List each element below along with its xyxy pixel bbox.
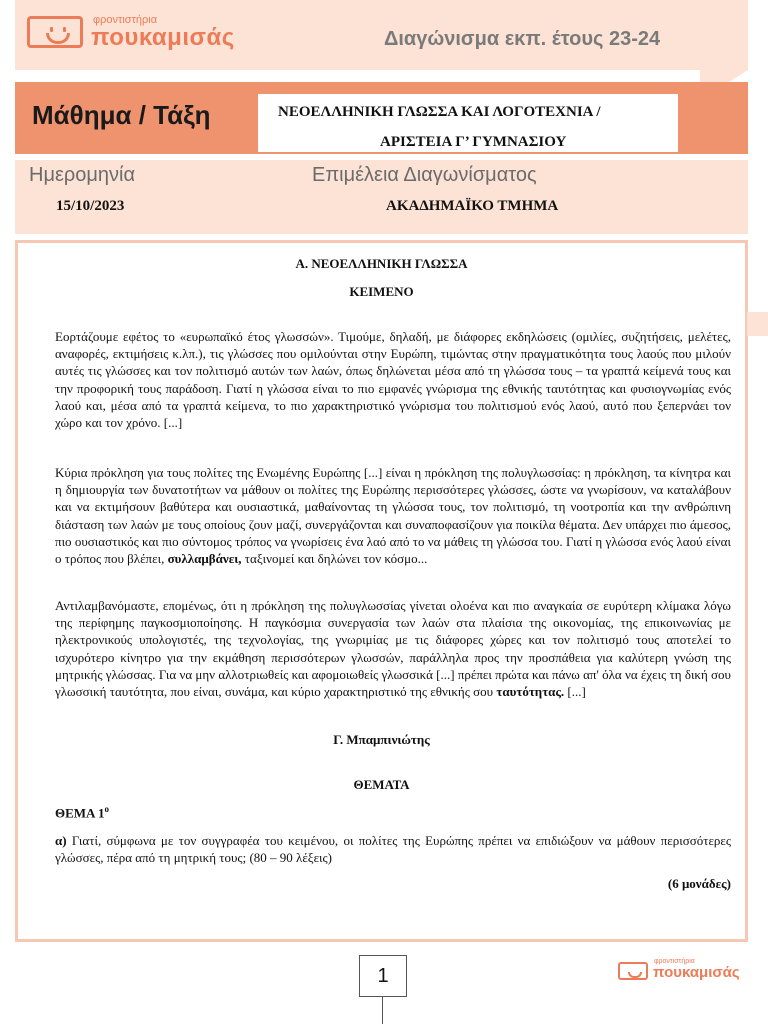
logo-brand-text: πουκαμισάς xyxy=(91,24,235,51)
subject-line-1: ΝΕΟΕΛΛΗΝΙΚΗ ΓΛΩΣΣΑ ΚΑΙ ΛΟΓΟΤΕΧΝΙΑ / xyxy=(278,104,601,120)
brand-logo xyxy=(27,14,267,54)
date-value: 15/10/2023 xyxy=(56,198,125,214)
topics-title: ΘΕΜΑΤΑ xyxy=(353,777,410,792)
editor-label: Επιμέλεια Διαγωνίσματος xyxy=(312,164,537,186)
editor-value: ΑΚΑΔΗΜΑΪΚΟ ΤΜΗΜΑ xyxy=(386,198,559,214)
date-label: Ημερομηνία xyxy=(29,164,136,186)
smiley-logo-icon xyxy=(27,16,83,48)
footer-smiley-icon xyxy=(618,962,648,980)
paragraph-2-bold: συλλαμβάνει, xyxy=(167,551,242,567)
paragraph-1: Εορτάζουμε εφέτος το «ευρωπαϊκό έτος γλωσσών». Τιμούμε, δηλαδή, με διάφορες εκδηλώσεις (ομιλίες, συζητήσεις, μελέτες, αναφορές, εκτιμήσεις κ.λπ.), τις γλώσσες που ομιλούνται στην Ευρώπη, τιμώντας στην πραγματικότητα τους λαούς που μιλούν αυτές τις γλώσσες και τον πολιτισμό αυτών των λαών, όπως δηλώνεται μέσα από τη γλώσσα τους – τα γραπτά κείμενά τους και την προφορική τους παράδοση. Γιατί η γλώσσα είναι το πιο εμφανές γνώρισμα της εθνικής ταυτότητας και φυσιογνωμίας ενός λαού και, μέσα από τα γραπτά κείμενα, το πιο χαρακτηριστικό γνώρισμα του πολιτισμού ενός λαού, αυτό που ξεπερνάει τον χώρο και τον χρόνο. [...] xyxy=(55,329,731,431)
logo-small-text: φροντιστήρια xyxy=(93,14,158,26)
text-title: ΚΕΙΜΕΝΟ xyxy=(349,284,414,299)
side-tab-decoration xyxy=(747,312,768,336)
question-marks: (6 μονάδες) xyxy=(667,876,731,891)
paragraph-3-bold: ταυτότητας. xyxy=(496,684,565,700)
exam-title: Διαγώνισμα εκπ. έτους 23-24 xyxy=(384,28,661,50)
question-a: α) Γιατί, σύμφωνα με τον συγγραφέα του κειμένου, οι πολίτες της Ευρώπης πρέπει να επιδιώξουν να μάθουν περισσότερες γλώσσες, πέρα από τη μητρική τους; (80 – 90 λέξεις) xyxy=(55,833,732,866)
footer-logo-brand-text: πουκαμισάς xyxy=(653,964,740,981)
section-title: Α. ΝΕΟΕΛΛΗΝΙΚΗ ΓΛΩΣΣΑ xyxy=(295,256,468,271)
theme-1-heading: ΘΕΜΑ $1^o$ xyxy=(55,804,109,821)
page-number: 1 xyxy=(359,955,407,997)
subject-label: Μάθημα / Τάξη xyxy=(32,100,211,130)
author-name: Γ. Μπαμπινιώτης xyxy=(333,732,430,747)
paragraph-3: Αντιλαμβανόμαστε, επομένως, ότι η πρόκληση της πολυγλωσσίας γίνεται ολοένα και πιο αναγκαία σε ευρύτερη κλίμακα λόγω της περίφημης παγκοσμιοποίησης. Η παγκόσμια συνεργασία των λαών στα πλαίσια της οικονομίας, της επικοινωνίας με ηλεκτρονικούς υπολογιστές, της τεχνολογίας, της γνωριμίας με τις διάφορες χώρες και τον πολιτισμό τους αποτελεί το ισχυρότερο κίνητρο για την εκμάθηση περισσότερων γλωσσών, παράλληλα προς την προσπάθεια για καλύτερη γνώση της μητρικής γλώσσας. Για να μην αλλοτριωθείς και αφομοιωθείς γλωσσικά [...] πρέπει πρώτα και πάνω απ' όλα να έχεις τη δική σου γλωσσική ταυτότητα, που είναι, συνάμα, και κύριο χαρακτηριστικό της εθνικής σου ταυτότητας. [...] xyxy=(55,598,731,700)
question-label: α) xyxy=(55,833,67,848)
footer-logo-small-text: φροντιστήρια xyxy=(654,958,695,965)
paragraph-2: Κύρια πρόκληση για τους πολίτες της Ενωμένης Ευρώπης [...] είναι η πρόκληση της πολυγλωσσίας: η πρόκληση, τα κίνητρα και η δημιουργία των δυνατοτήτων να μάθουν οι πολίτες της Ευρώπης περισσότερες γλώσσες, ώστε να γνωρίσουν, να καταλάβουν και να εκτιμήσουν βαθύτερα και ουσιαστικά, μαθαίνοντας τη γλώσσα τους, τον πολιτισμό, τη νοοτροπία και την ανθρώπινη διάσταση των λαών με τους οποίους ζουν μαζί, συνεργάζονται και συναποφασίζουν για ποικίλα θέματα. Δεν υπάρχει πιο άμεσος, πιο ουσιαστικός και πιο σύντομος τρόπος να γνωρίσεις ένα λαό από το να μάθεις τη γλώσσα του. Γιατί η γλώσσα ενός λαού είναι ο τρόπος που βλέπει, συλλαμβάνει, ταξινομεί και δηλώνει τον κόσμο... xyxy=(55,465,731,567)
subject-line-2: ΑΡΙΣΤΕΙΑ Γ’ ΓΥΜΝΑΣΙΟΥ xyxy=(380,134,567,150)
page-number-stem xyxy=(382,997,383,1024)
footer-logo xyxy=(618,958,750,984)
